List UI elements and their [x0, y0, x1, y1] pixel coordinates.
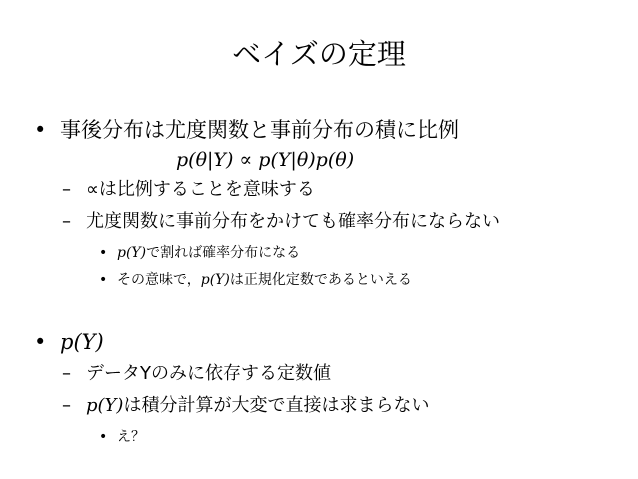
math-p-of-y: p(Y) [200, 272, 230, 288]
sub-item-text: 尤度関数に事前分布をかけても確率分布にならない [86, 211, 500, 232]
dash-marker: – [62, 395, 71, 416]
sub-sub-item-divide [99, 243, 300, 263]
dash-marker: – [62, 179, 71, 200]
sub-sub-item-prefix: その意味で， [117, 272, 201, 288]
sub-sub-item-text: え？ [117, 429, 145, 445]
bullet-marker: • [34, 330, 47, 354]
sub-item-text: は積分計算が大変で直接は求まらない [123, 395, 430, 416]
bullet-item-posterior [34, 116, 459, 144]
sub-sub-item-normalizing-constant [99, 270, 412, 290]
dash-marker: – [62, 363, 71, 384]
sub-item-not-distribution [62, 210, 500, 234]
sub-sub-item-eh [99, 427, 145, 447]
sub-sub-item-text: は正規化定数であるといえる [229, 272, 412, 288]
math-p-of-y: p(Y) [117, 245, 147, 261]
sub-item-depends-on-data [62, 362, 331, 386]
bayes-formula: p(θ|Y) ∝ p(Y|θ)p(θ) [176, 149, 355, 171]
math-p-of-y: p(Y) [60, 330, 104, 354]
math-p-of-y: p(Y) [86, 395, 124, 416]
sub-item-text: データYのみに依存する定数値 [86, 363, 331, 384]
bullet-item-evidence [34, 328, 104, 356]
bullet-text: 事後分布は尤度関数と事前分布の積に比例 [60, 118, 459, 142]
bullet-marker: • [34, 118, 47, 142]
bullet-marker: • [99, 245, 108, 261]
slide-title: ベイズの定理 [232, 37, 406, 71]
dash-marker: – [62, 211, 71, 232]
sub-item-text: ∝は比例することを意味する [86, 179, 315, 200]
bullet-marker: • [99, 429, 108, 445]
sub-sub-item-text: で割れば確率分布になる [146, 245, 301, 261]
bullet-marker: • [99, 272, 108, 288]
sub-item-hard-integral [62, 394, 429, 418]
sub-item-proportional [62, 178, 315, 202]
